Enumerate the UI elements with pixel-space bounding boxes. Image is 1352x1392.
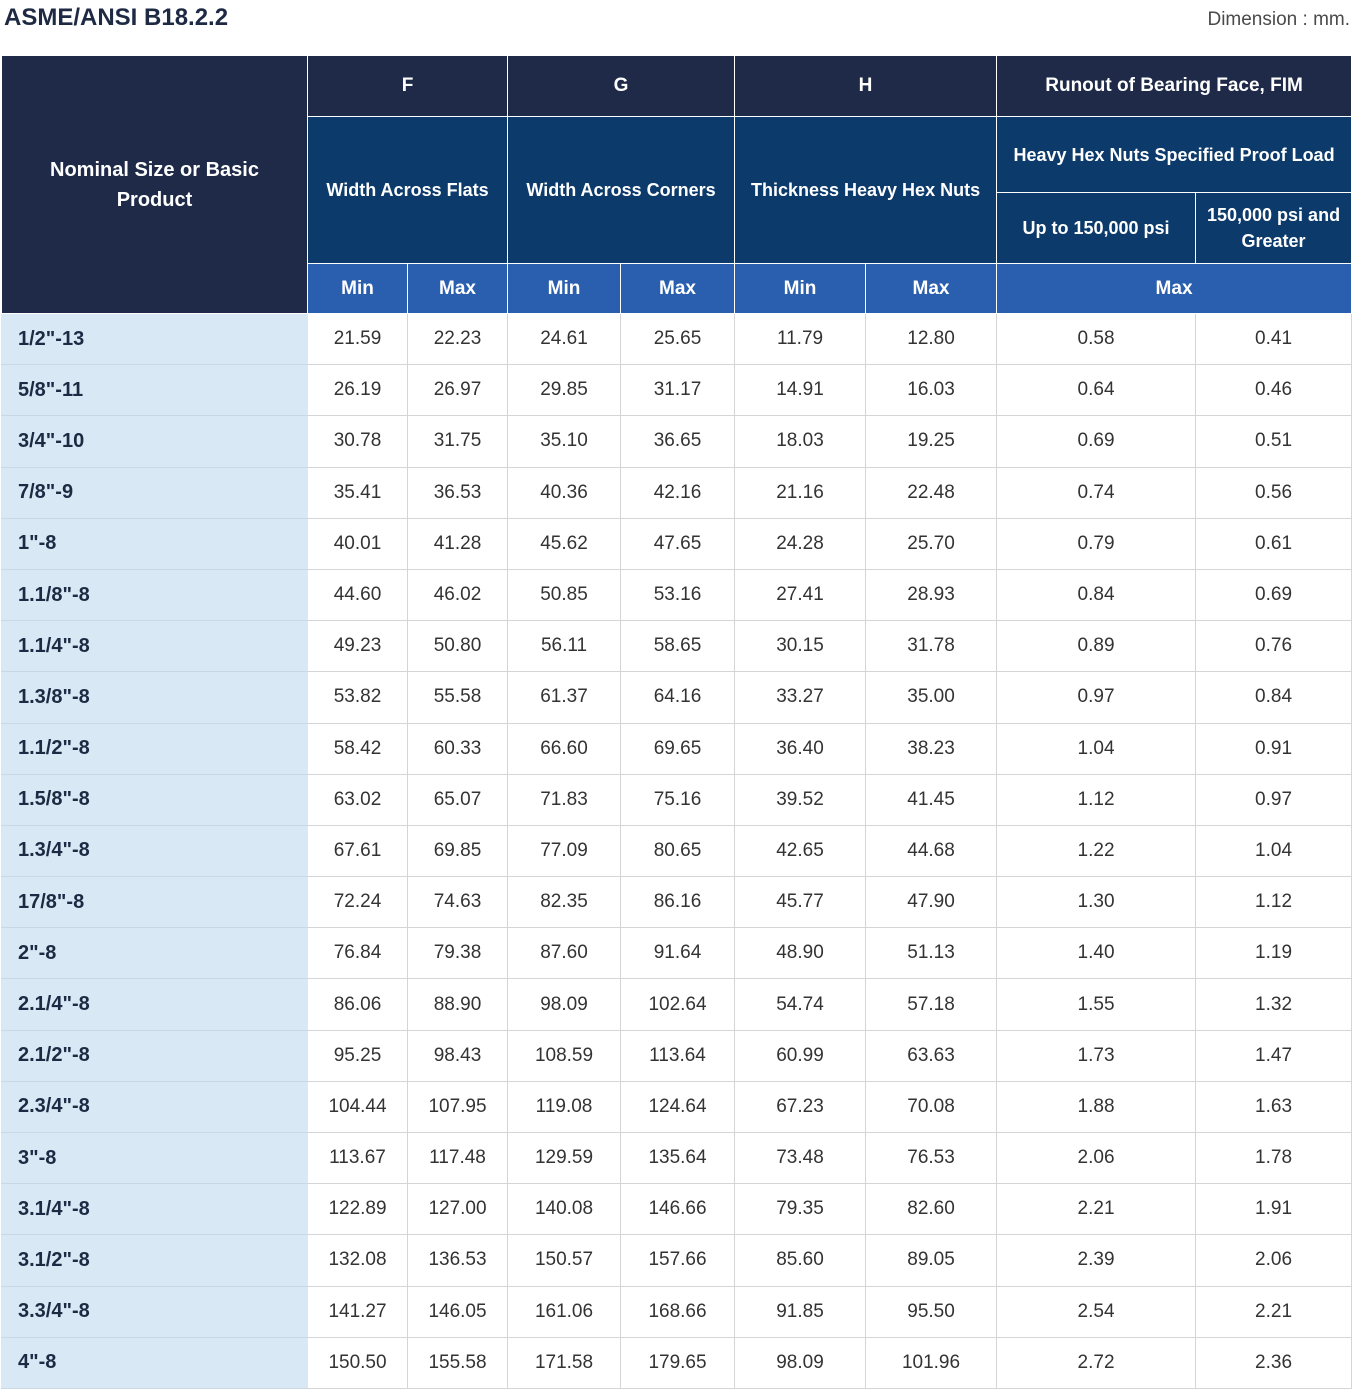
cell-h-min: 11.79 xyxy=(735,314,866,365)
cell-f-min: 95.25 xyxy=(308,1030,408,1081)
cell-runout-150000-and-greater: 1.19 xyxy=(1196,928,1352,979)
cell-h-max: 12.80 xyxy=(866,314,997,365)
cell-f-min: 26.19 xyxy=(308,365,408,416)
cell-runout-up-to-150000: 1.22 xyxy=(997,825,1196,876)
cell-runout-up-to-150000: 1.73 xyxy=(997,1030,1196,1081)
cell-g-max: 124.64 xyxy=(621,1081,735,1132)
cell-h-min: 27.41 xyxy=(735,569,866,620)
header-h: H xyxy=(735,56,997,117)
cell-g-max: 36.65 xyxy=(621,416,735,467)
cell-g-min: 66.60 xyxy=(508,723,621,774)
table-row xyxy=(2,1235,1352,1286)
cell-g-max: 80.65 xyxy=(621,825,735,876)
cell-size: 2.1/4"-8 xyxy=(2,979,308,1030)
cell-h-min: 91.85 xyxy=(735,1286,866,1337)
cell-runout-up-to-150000: 1.30 xyxy=(997,877,1196,928)
header-g: G xyxy=(508,56,735,117)
cell-h-min: 33.27 xyxy=(735,672,866,723)
cell-f-max: 41.28 xyxy=(408,518,508,569)
cell-h-max: 22.48 xyxy=(866,467,997,518)
header-g-min: Min xyxy=(508,264,621,314)
cell-runout-up-to-150000: 0.74 xyxy=(997,467,1196,518)
cell-f-min: 21.59 xyxy=(308,314,408,365)
cell-h-min: 48.90 xyxy=(735,928,866,979)
cell-size: 3/4"-10 xyxy=(2,416,308,467)
cell-f-min: 76.84 xyxy=(308,928,408,979)
cell-f-min: 40.01 xyxy=(308,518,408,569)
cell-f-max: 69.85 xyxy=(408,825,508,876)
cell-f-min: 132.08 xyxy=(308,1235,408,1286)
table-row xyxy=(2,1184,1352,1235)
cell-runout-up-to-150000: 2.39 xyxy=(997,1235,1196,1286)
cell-g-min: 77.09 xyxy=(508,825,621,876)
cell-f-max: 136.53 xyxy=(408,1235,508,1286)
cell-g-min: 82.35 xyxy=(508,877,621,928)
cell-f-max: 88.90 xyxy=(408,979,508,1030)
cell-size: 2.1/2"-8 xyxy=(2,1030,308,1081)
cell-g-min: 24.61 xyxy=(508,314,621,365)
cell-size: 1.3/8"-8 xyxy=(2,672,308,723)
cell-f-max: 65.07 xyxy=(408,774,508,825)
cell-h-min: 24.28 xyxy=(735,518,866,569)
cell-g-max: 157.66 xyxy=(621,1235,735,1286)
header-nominal-size: Nominal Size or Basic Product xyxy=(2,56,308,314)
header-g-max: Max xyxy=(621,264,735,314)
cell-f-min: 113.67 xyxy=(308,1133,408,1184)
cell-runout-up-to-150000: 2.06 xyxy=(997,1133,1196,1184)
cell-f-min: 63.02 xyxy=(308,774,408,825)
cell-g-max: 179.65 xyxy=(621,1337,735,1388)
cell-g-max: 42.16 xyxy=(621,467,735,518)
cell-runout-150000-and-greater: 1.63 xyxy=(1196,1081,1352,1132)
cell-size: 1.1/2"-8 xyxy=(2,723,308,774)
cell-g-max: 31.17 xyxy=(621,365,735,416)
cell-f-max: 127.00 xyxy=(408,1184,508,1235)
cell-g-max: 64.16 xyxy=(621,672,735,723)
table-row xyxy=(2,416,1352,467)
cell-h-min: 39.52 xyxy=(735,774,866,825)
cell-f-min: 141.27 xyxy=(308,1286,408,1337)
table-row xyxy=(2,1081,1352,1132)
cell-g-min: 129.59 xyxy=(508,1133,621,1184)
table-row xyxy=(2,467,1352,518)
header-proof-load: Heavy Hex Nuts Specified Proof Load xyxy=(997,117,1352,193)
cell-h-min: 85.60 xyxy=(735,1235,866,1286)
cell-g-min: 45.62 xyxy=(508,518,621,569)
cell-size: 1"-8 xyxy=(2,518,308,569)
table-row xyxy=(2,1337,1352,1388)
cell-g-max: 135.64 xyxy=(621,1133,735,1184)
cell-runout-150000-and-greater: 0.61 xyxy=(1196,518,1352,569)
cell-f-max: 36.53 xyxy=(408,467,508,518)
cell-runout-150000-and-greater: 1.78 xyxy=(1196,1133,1352,1184)
cell-h-max: 51.13 xyxy=(866,928,997,979)
cell-runout-150000-and-greater: 1.04 xyxy=(1196,825,1352,876)
cell-runout-150000-and-greater: 0.56 xyxy=(1196,467,1352,518)
cell-g-min: 50.85 xyxy=(508,569,621,620)
cell-size: 3.1/4"-8 xyxy=(2,1184,308,1235)
cell-h-max: 95.50 xyxy=(866,1286,997,1337)
cell-runout-up-to-150000: 2.54 xyxy=(997,1286,1196,1337)
cell-runout-150000-and-greater: 1.12 xyxy=(1196,877,1352,928)
header-f-min: Min xyxy=(308,264,408,314)
cell-g-min: 71.83 xyxy=(508,774,621,825)
cell-h-max: 76.53 xyxy=(866,1133,997,1184)
cell-g-max: 91.64 xyxy=(621,928,735,979)
cell-runout-150000-and-greater: 0.51 xyxy=(1196,416,1352,467)
table-row xyxy=(2,723,1352,774)
cell-h-max: 28.93 xyxy=(866,569,997,620)
cell-h-max: 38.23 xyxy=(866,723,997,774)
cell-h-min: 36.40 xyxy=(735,723,866,774)
cell-runout-up-to-150000: 2.72 xyxy=(997,1337,1196,1388)
cell-g-max: 102.64 xyxy=(621,979,735,1030)
cell-h-min: 21.16 xyxy=(735,467,866,518)
cell-f-min: 58.42 xyxy=(308,723,408,774)
cell-g-max: 47.65 xyxy=(621,518,735,569)
cell-h-max: 89.05 xyxy=(866,1235,997,1286)
cell-h-max: 44.68 xyxy=(866,825,997,876)
cell-h-min: 42.65 xyxy=(735,825,866,876)
header-f: F xyxy=(308,56,508,117)
table-row xyxy=(2,825,1352,876)
cell-runout-up-to-150000: 0.58 xyxy=(997,314,1196,365)
cell-size: 1.3/4"-8 xyxy=(2,825,308,876)
cell-runout-150000-and-greater: 0.97 xyxy=(1196,774,1352,825)
cell-h-max: 19.25 xyxy=(866,416,997,467)
cell-h-min: 18.03 xyxy=(735,416,866,467)
cell-f-min: 30.78 xyxy=(308,416,408,467)
cell-h-min: 79.35 xyxy=(735,1184,866,1235)
cell-runout-150000-and-greater: 1.32 xyxy=(1196,979,1352,1030)
cell-h-max: 47.90 xyxy=(866,877,997,928)
table-body xyxy=(2,314,1352,1389)
cell-h-max: 70.08 xyxy=(866,1081,997,1132)
cell-h-max: 57.18 xyxy=(866,979,997,1030)
cell-runout-up-to-150000: 1.04 xyxy=(997,723,1196,774)
cell-g-min: 40.36 xyxy=(508,467,621,518)
cell-f-min: 49.23 xyxy=(308,621,408,672)
table-row xyxy=(2,621,1352,672)
cell-h-max: 82.60 xyxy=(866,1184,997,1235)
table-row xyxy=(2,979,1352,1030)
cell-runout-150000-and-greater: 2.36 xyxy=(1196,1337,1352,1388)
cell-runout-up-to-150000: 0.69 xyxy=(997,416,1196,467)
table-row xyxy=(2,877,1352,928)
cell-g-min: 98.09 xyxy=(508,979,621,1030)
cell-size: 3.1/2"-8 xyxy=(2,1235,308,1286)
cell-f-min: 67.61 xyxy=(308,825,408,876)
cell-h-min: 98.09 xyxy=(735,1337,866,1388)
cell-size: 1.5/8"-8 xyxy=(2,774,308,825)
cell-size: 1.1/8"-8 xyxy=(2,569,308,620)
table-row xyxy=(2,518,1352,569)
cell-f-min: 104.44 xyxy=(308,1081,408,1132)
cell-f-max: 146.05 xyxy=(408,1286,508,1337)
cell-runout-up-to-150000: 0.79 xyxy=(997,518,1196,569)
page-title: ASME/ANSI B18.2.2 xyxy=(4,4,229,31)
cell-runout-up-to-150000: 1.40 xyxy=(997,928,1196,979)
cell-g-max: 113.64 xyxy=(621,1030,735,1081)
cell-g-min: 171.58 xyxy=(508,1337,621,1388)
cell-f-max: 50.80 xyxy=(408,621,508,672)
cell-h-min: 60.99 xyxy=(735,1030,866,1081)
cell-runout-up-to-150000: 0.97 xyxy=(997,672,1196,723)
cell-g-min: 29.85 xyxy=(508,365,621,416)
cell-g-max: 69.65 xyxy=(621,723,735,774)
cell-g-min: 108.59 xyxy=(508,1030,621,1081)
cell-h-min: 30.15 xyxy=(735,621,866,672)
cell-h-min: 14.91 xyxy=(735,365,866,416)
cell-g-min: 35.10 xyxy=(508,416,621,467)
cell-runout-150000-and-greater: 0.76 xyxy=(1196,621,1352,672)
cell-size: 5/8"-11 xyxy=(2,365,308,416)
cell-runout-150000-and-greater: 0.84 xyxy=(1196,672,1352,723)
cell-f-min: 72.24 xyxy=(308,877,408,928)
cell-runout-150000-and-greater: 0.46 xyxy=(1196,365,1352,416)
cell-runout-up-to-150000: 1.12 xyxy=(997,774,1196,825)
cell-runout-up-to-150000: 0.89 xyxy=(997,621,1196,672)
cell-runout-150000-and-greater: 0.41 xyxy=(1196,314,1352,365)
cell-g-min: 61.37 xyxy=(508,672,621,723)
cell-runout-up-to-150000: 1.88 xyxy=(997,1081,1196,1132)
table-row xyxy=(2,928,1352,979)
cell-h-max: 63.63 xyxy=(866,1030,997,1081)
cell-h-min: 54.74 xyxy=(735,979,866,1030)
cell-runout-150000-and-greater: 0.91 xyxy=(1196,723,1352,774)
header-up-to-150000: Up to 150,000 psi xyxy=(997,193,1196,264)
cell-h-min: 73.48 xyxy=(735,1133,866,1184)
cell-g-min: 140.08 xyxy=(508,1184,621,1235)
header-runout-max: Max xyxy=(997,264,1352,314)
cell-g-max: 25.65 xyxy=(621,314,735,365)
cell-f-max: 155.58 xyxy=(408,1337,508,1388)
cell-g-max: 58.65 xyxy=(621,621,735,672)
cell-size: 3"-8 xyxy=(2,1133,308,1184)
cell-runout-150000-and-greater: 1.47 xyxy=(1196,1030,1352,1081)
dimension-note: Dimension : mm. xyxy=(1207,9,1350,30)
cell-f-max: 74.63 xyxy=(408,877,508,928)
cell-f-min: 35.41 xyxy=(308,467,408,518)
cell-g-min: 87.60 xyxy=(508,928,621,979)
header-h-max: Max xyxy=(866,264,997,314)
cell-h-max: 41.45 xyxy=(866,774,997,825)
cell-runout-up-to-150000: 0.84 xyxy=(997,569,1196,620)
cell-f-max: 98.43 xyxy=(408,1030,508,1081)
cell-h-max: 25.70 xyxy=(866,518,997,569)
cell-runout-150000-and-greater: 2.06 xyxy=(1196,1235,1352,1286)
cell-g-max: 86.16 xyxy=(621,877,735,928)
header-width-across-corners: Width Across Corners xyxy=(508,117,735,264)
cell-f-min: 53.82 xyxy=(308,672,408,723)
table-row xyxy=(2,672,1352,723)
header-h-min: Min xyxy=(735,264,866,314)
cell-f-max: 79.38 xyxy=(408,928,508,979)
cell-h-min: 67.23 xyxy=(735,1081,866,1132)
cell-h-max: 35.00 xyxy=(866,672,997,723)
cell-g-min: 150.57 xyxy=(508,1235,621,1286)
cell-runout-150000-and-greater: 1.91 xyxy=(1196,1184,1352,1235)
cell-runout-up-to-150000: 1.55 xyxy=(997,979,1196,1030)
table-row xyxy=(2,365,1352,416)
cell-size: 4"-8 xyxy=(2,1337,308,1388)
cell-f-min: 44.60 xyxy=(308,569,408,620)
cell-f-min: 86.06 xyxy=(308,979,408,1030)
cell-g-min: 161.06 xyxy=(508,1286,621,1337)
header-width-across-flats: Width Across Flats xyxy=(308,117,508,264)
cell-f-max: 22.23 xyxy=(408,314,508,365)
cell-size: 7/8"-9 xyxy=(2,467,308,518)
cell-f-max: 107.95 xyxy=(408,1081,508,1132)
cell-runout-150000-and-greater: 0.69 xyxy=(1196,569,1352,620)
cell-f-max: 26.97 xyxy=(408,365,508,416)
cell-size: 1/2"-13 xyxy=(2,314,308,365)
cell-size: 2.3/4"-8 xyxy=(2,1081,308,1132)
dimensions-table xyxy=(1,55,1352,1389)
table-row xyxy=(2,1286,1352,1337)
table-row xyxy=(2,569,1352,620)
table-row xyxy=(2,774,1352,825)
cell-h-max: 31.78 xyxy=(866,621,997,672)
cell-h-min: 45.77 xyxy=(735,877,866,928)
cell-size: 1.1/4"-8 xyxy=(2,621,308,672)
table-row xyxy=(2,1133,1352,1184)
cell-g-max: 168.66 xyxy=(621,1286,735,1337)
cell-g-min: 56.11 xyxy=(508,621,621,672)
table-row xyxy=(2,314,1352,365)
cell-size: 17/8"-8 xyxy=(2,877,308,928)
header-150000-and-greater: 150,000 psi and Greater xyxy=(1196,193,1352,264)
header-thickness: Thickness Heavy Hex Nuts xyxy=(735,117,997,264)
cell-g-max: 53.16 xyxy=(621,569,735,620)
table-row xyxy=(2,1030,1352,1081)
header-f-max: Max xyxy=(408,264,508,314)
cell-size: 2"-8 xyxy=(2,928,308,979)
cell-g-max: 146.66 xyxy=(621,1184,735,1235)
cell-runout-up-to-150000: 2.21 xyxy=(997,1184,1196,1235)
cell-g-max: 75.16 xyxy=(621,774,735,825)
cell-f-max: 55.58 xyxy=(408,672,508,723)
cell-f-max: 60.33 xyxy=(408,723,508,774)
cell-f-max: 117.48 xyxy=(408,1133,508,1184)
cell-h-max: 16.03 xyxy=(866,365,997,416)
cell-f-min: 122.89 xyxy=(308,1184,408,1235)
cell-h-max: 101.96 xyxy=(866,1337,997,1388)
cell-runout-150000-and-greater: 2.21 xyxy=(1196,1286,1352,1337)
cell-f-max: 31.75 xyxy=(408,416,508,467)
header-runout: Runout of Bearing Face, FIM xyxy=(997,56,1352,117)
cell-f-max: 46.02 xyxy=(408,569,508,620)
cell-size: 3.3/4"-8 xyxy=(2,1286,308,1337)
cell-g-min: 119.08 xyxy=(508,1081,621,1132)
cell-runout-up-to-150000: 0.64 xyxy=(997,365,1196,416)
cell-f-min: 150.50 xyxy=(308,1337,408,1388)
